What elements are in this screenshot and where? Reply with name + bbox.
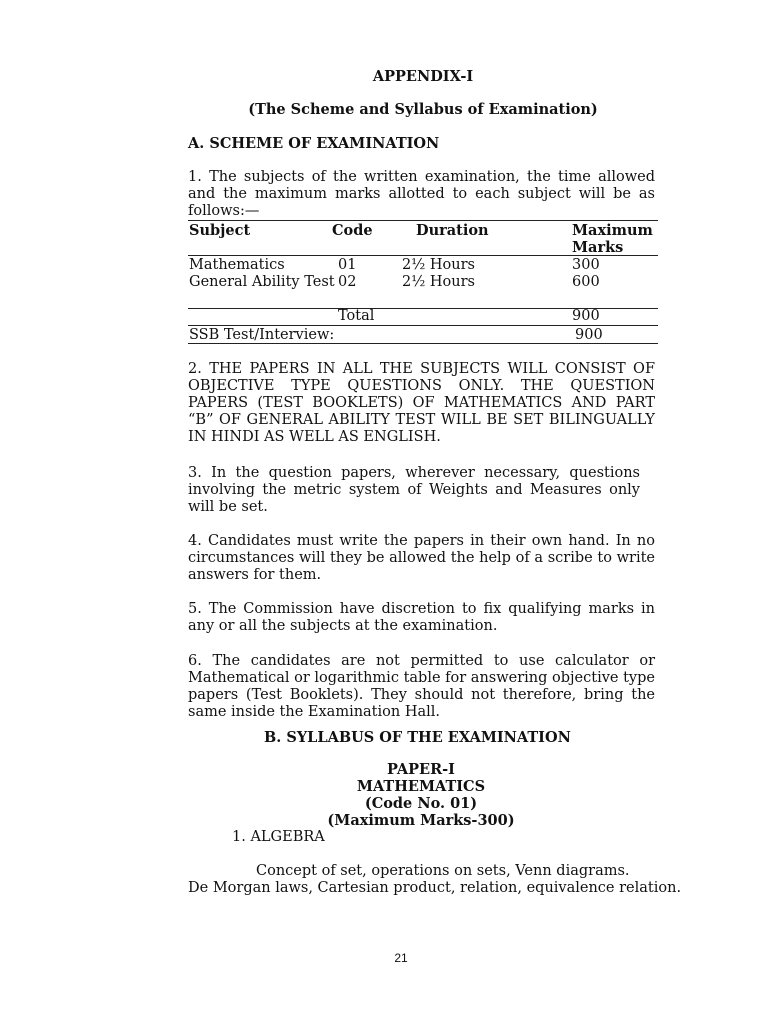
appendix-title: APPENDIX-I	[372, 68, 474, 85]
paragraph-5: 5. The Commission have discretion to fix qualifying marks in any or all the subjects at the examination.	[188, 601, 655, 634]
row-code: 02	[338, 274, 357, 290]
row-duration: 2½ Hours	[402, 274, 475, 290]
algebra-heading: 1. ALGEBRA	[232, 829, 325, 845]
table-bottom-rule	[188, 343, 658, 344]
row-marks: 600	[572, 274, 600, 290]
row-code: 01	[338, 257, 357, 273]
paragraph-4: 4. Candidates must write the papers in their own hand. In no circumstances will they be allowed the help of a scribe to write answers for them.	[188, 533, 655, 583]
row-duration: 2½ Hours	[402, 257, 475, 273]
paragraph-6: 6. The candidates are not permitted to use calculator or Mathematical or logarithmic table for answering objective type papers (Test Booklets). They should not therefore, bring the same inside the Examination Hall.	[188, 653, 655, 720]
header-subject: Subject	[189, 222, 251, 239]
paper-code: (Code No. 01)	[364, 795, 478, 812]
paper-subject: MATHEMATICS	[356, 778, 486, 795]
page-number: 21	[394, 951, 408, 965]
row-subject: Mathematics	[189, 257, 285, 273]
total-label: Total	[338, 308, 375, 324]
paragraph-3: 3. In the question papers, wherever necessary, questions involving the metric system of Weights and Measures only will be set.	[188, 465, 640, 515]
paper-name: PAPER-I	[387, 761, 455, 778]
document-subtitle: (The Scheme and Syllabus of Examination)	[248, 101, 598, 118]
ssb-label: SSB Test/Interview:	[189, 327, 335, 343]
paper-max-marks: (Maximum Marks-300)	[327, 812, 515, 829]
algebra-line-1: Concept of set, operations on sets, Venn diagrams.	[256, 863, 630, 879]
header-maximum: Maximum	[572, 222, 653, 239]
paragraph-2: 2. THE PAPERS IN ALL THE SUBJECTS WILL CONSIST OF OBJECTIVE TYPE QUESTIONS ONLY. THE QUESTION PAPERS (TEST BOOKLETS) OF MATHEMATICS AND PART “B” OF GENERAL ABILITY TEST WILL BE SET BILINGUALLY IN HINDI AS WELL AS ENGLISH.	[188, 361, 655, 445]
algebra-line-2: De Morgan laws, Cartesian product, relation, equivalence relation.	[188, 880, 682, 896]
row-subject: General Ability Test	[189, 274, 335, 290]
table-top-rule	[188, 220, 658, 221]
paragraph-1: 1. The subjects of the written examination, the time allowed and the maximum marks allotted to each subject will be as follows:—	[188, 169, 655, 219]
header-code: Code	[332, 222, 373, 239]
header-duration: Duration	[416, 222, 489, 239]
total-marks: 900	[572, 308, 600, 324]
row-marks: 300	[572, 257, 600, 273]
header-marks: Marks	[572, 239, 624, 256]
section-b-heading: B. SYLLABUS OF THE EXAMINATION	[264, 729, 571, 746]
ssb-marks: 900	[575, 327, 603, 343]
total-bottom-rule	[188, 325, 658, 326]
header-bottom-rule	[188, 255, 658, 256]
section-a-heading: A. SCHEME OF EXAMINATION	[188, 135, 440, 152]
